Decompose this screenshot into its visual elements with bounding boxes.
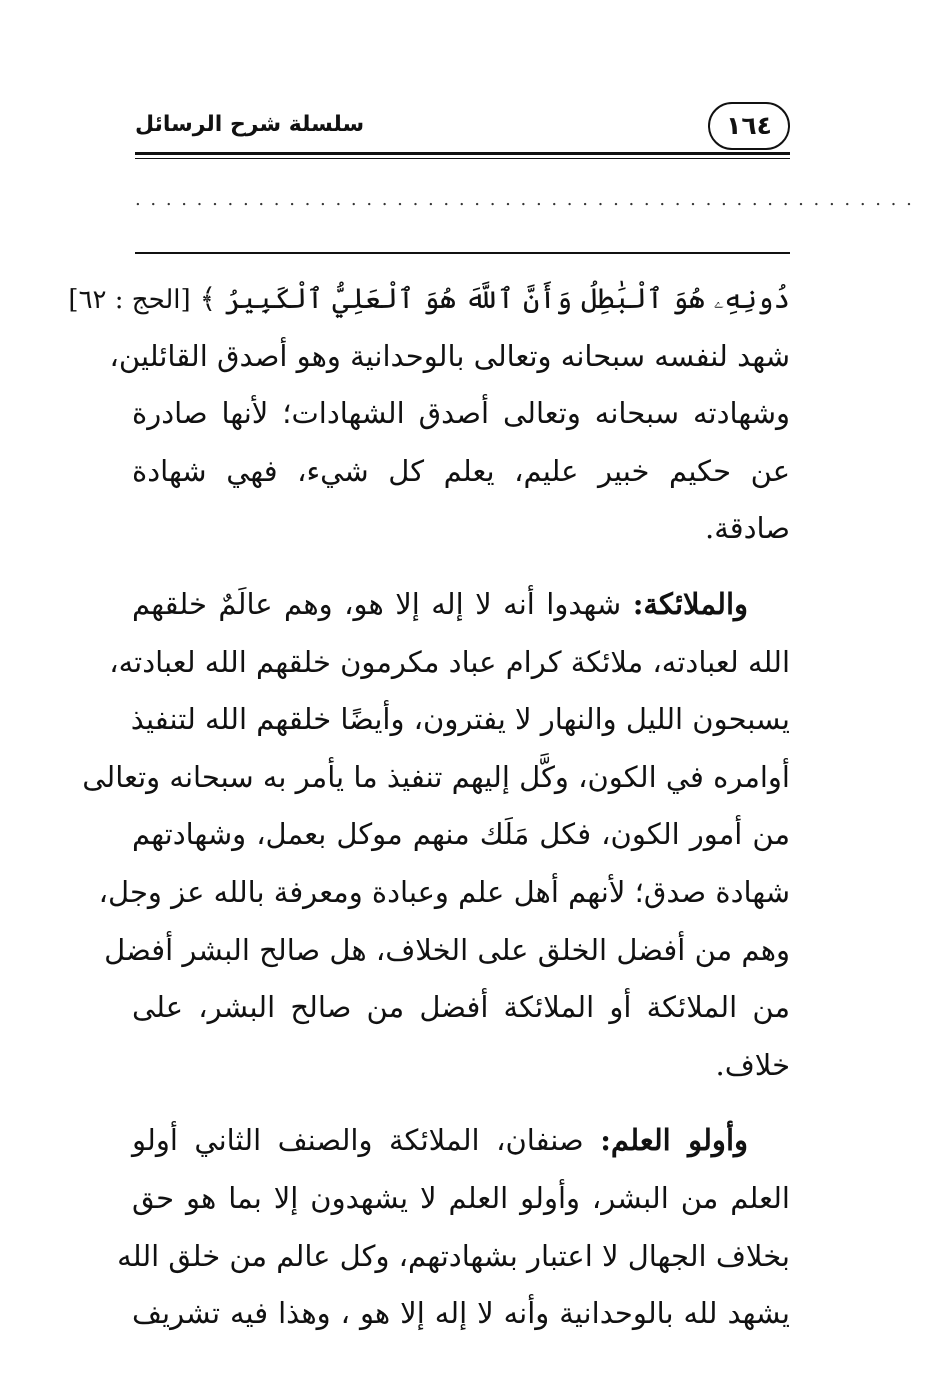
text-line — [132, 576, 790, 634]
text-line: شهادة صدق؛ لأنهم أهل علم وعبادة ومعرفة بالله عز وجل، — [98, 874, 790, 909]
header-rule-thick — [135, 152, 790, 155]
page-number: ١٦٤ — [708, 102, 790, 150]
paragraph-3 — [117, 1112, 790, 1342]
paragraph-2 — [82, 576, 790, 1094]
text-line: يشهد لله بالوحدانية وأنه لا إله إلا هو ، وهذا فيه تشريف — [132, 1296, 790, 1331]
text-line: خلاف. — [715, 1047, 790, 1082]
verse-line — [68, 270, 790, 328]
header-rule-thin — [135, 158, 790, 159]
paragraph-1 — [109, 328, 790, 558]
dotted-separator: ................................................... — [135, 189, 922, 210]
text-line: الله لعبادته، ملائكة كرام عباد مكرمون خلقهم الله لعبادته، — [109, 644, 790, 679]
text-line: من الملائكة أو الملائكة أفضل من صالح البشر، على — [132, 990, 790, 1025]
text-line: من أمور الكون، فكل مَلَك منهم موكل بعمل، وشهادتهم — [132, 817, 790, 852]
page-header — [135, 100, 790, 160]
text-line — [132, 1112, 790, 1170]
text-line: أوامره في الكون، وكَّل إليهم تنفيذ ما يأمر به سبحانه وتعالى — [82, 759, 790, 794]
text-line: وشهادته سبحانه وتعالى أصدق الشهادات؛ لأنها صادرة — [132, 396, 790, 431]
term-definition: صنفان، الملائكة والصنف الثاني أولو — [132, 1123, 584, 1158]
text-line: بخلاف الجهال لا اعتبار بشهادتهم، وكل عالم من خلق الله — [117, 1238, 790, 1273]
verse-citation: [الحج : ٦٢] — [68, 285, 191, 315]
term-scholars: وأولو العلم: — [600, 1123, 748, 1158]
text-line: صادقة. — [704, 511, 790, 546]
text-line: وهم من أفضل الخلق على الخلاف، هل صالح البشر أفضل — [104, 932, 790, 967]
term-definition: شهدوا أنه لا إله إلا هو، وهم عالَمٌ خلقهم — [132, 586, 622, 621]
paragraph-gap — [132, 558, 790, 576]
series-title: سلسلة شرح الرسائل — [135, 112, 365, 137]
text-line: يسبحون الليل والنهار لا يفترون، وأيضًا خلقهم الله لتنفيذ — [130, 702, 790, 737]
term-angels: والملائكة: — [632, 586, 749, 621]
text-line: عن حكيم خبير عليم، يعلم كل شيء، فهي شهادة — [132, 453, 790, 488]
paragraph-gap — [132, 1094, 790, 1112]
footnote-separator-rule — [135, 252, 790, 254]
quran-verse: دُونِهِۦ هُوَ ٱلْبَٰطِلُ وَأَنَّ ٱللَّهَ هُوَ ٱلْعَلِيُّ ٱلْكَبِيرُ ﴾ — [199, 282, 790, 315]
main-text — [68, 270, 790, 1343]
text-line: شهد لنفسه سبحانه وتعالى بالوحدانية وهو أصدق القائلين، — [109, 338, 790, 373]
text-line: العلم من البشر، وأولو العلم لا يشهدون إلا بما هو حق — [132, 1180, 790, 1215]
